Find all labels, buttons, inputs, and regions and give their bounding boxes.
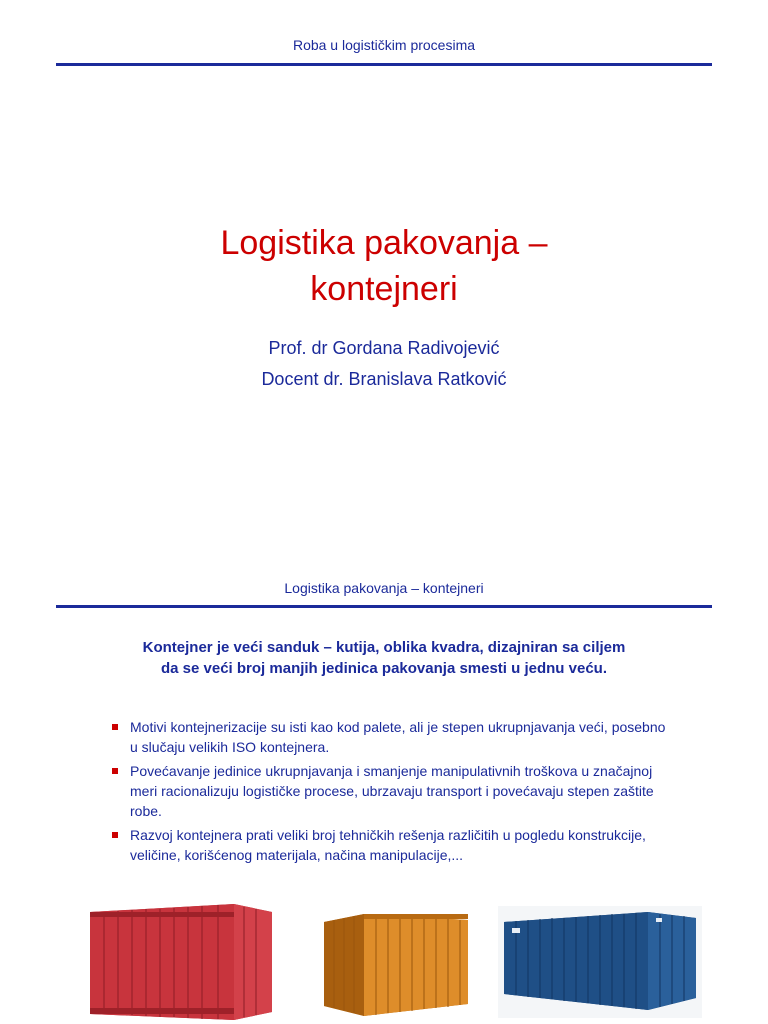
orange-container-image — [320, 912, 470, 1020]
bullet-text: Motivi kontejnerizacije su isti kao kod palete, ali je stepen ukrupnjavanja veći, posebno u slučaju velikih ISO kontejnera. — [130, 719, 666, 755]
author-2: Docent dr. Branislava Ratković — [261, 369, 507, 389]
slide1-header-rule — [56, 63, 712, 66]
red-container-image — [84, 902, 274, 1024]
bullet-text: Povećavanje jedinice ukrupnjavanja i smanjenje manipulativnih troškova u značajnoj meri racionalizuju logističke procese, ubrzavaju transport i povećavaju stepen zaštite robe. — [130, 763, 654, 819]
bullet-marker-icon — [112, 768, 118, 774]
bullet-marker-icon — [112, 724, 118, 730]
title-line-1: Logistika pakovanja – — [220, 224, 548, 262]
bullet-item — [108, 717, 668, 757]
blue-container-image — [498, 906, 702, 1018]
author-1: Prof. dr Gordana Radivojević — [268, 338, 500, 358]
intro-line-2: da se veći broj manjih jedinica pakovanja smesti u jednu veću. — [161, 660, 607, 677]
intro-text — [84, 637, 684, 679]
bullet-item — [108, 761, 668, 821]
bullet-marker-icon — [112, 832, 118, 838]
title-line-2: kontejneri — [310, 270, 458, 308]
slide1-header: Roba u logističkim procesima — [292, 37, 476, 53]
bullet-list — [108, 717, 668, 869]
slide1-title — [0, 220, 768, 312]
bullet-item — [108, 825, 668, 865]
intro-line-1: Kontejner je veći sanduk – kutija, oblika kvadra, dizajniran sa ciljem — [142, 639, 626, 656]
slide2-header: Logistika pakovanja – kontejneri — [284, 580, 484, 596]
bullet-text: Razvoj kontejnera prati veliki broj tehničkih rešenja različitih u pogledu konstrukcije, veličine, korišćenog materijala, načina manipulacije,... — [130, 827, 646, 863]
slide2-header-rule — [56, 605, 712, 608]
